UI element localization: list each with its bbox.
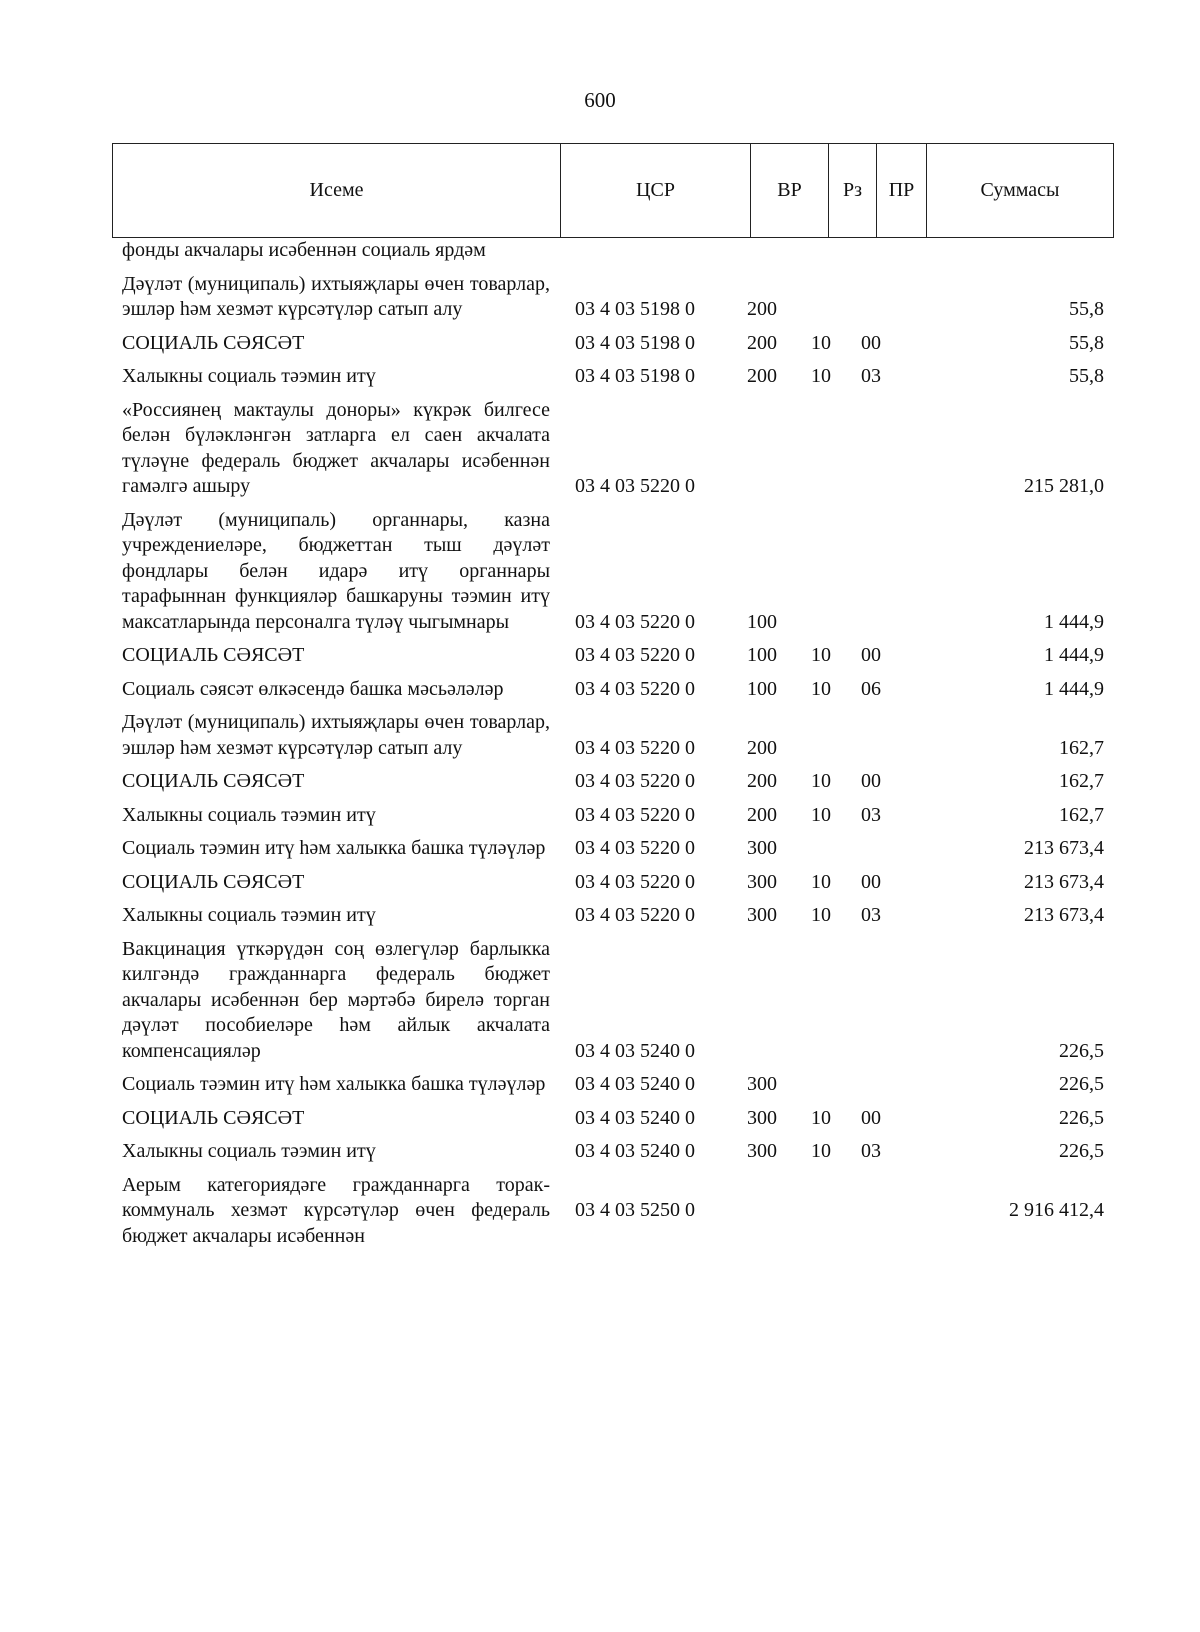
row-name: Халыкны социаль тәэмин итү	[122, 365, 376, 387]
row-pr	[861, 610, 909, 636]
page-number: 600	[584, 88, 616, 112]
row-codes	[725, 769, 909, 795]
table-row	[112, 1072, 1114, 1098]
row-codes	[725, 643, 909, 669]
row-vr: 300	[747, 904, 777, 926]
table-row	[112, 272, 1114, 323]
header-pr: ПР	[877, 144, 927, 237]
header-name: Исеме	[113, 144, 561, 237]
row-rz	[811, 836, 861, 862]
row-pr: 00	[861, 870, 881, 893]
row-codes	[725, 331, 909, 357]
table-row	[112, 1139, 1114, 1165]
row-sum: 1 444,9	[1044, 644, 1104, 666]
table-row	[112, 769, 1114, 795]
row-vr: 100	[747, 644, 777, 666]
row-vr: 200	[747, 331, 777, 354]
header-csr: ЦСР	[561, 144, 751, 237]
row-csr: 03 4 03 5220 0	[575, 904, 695, 926]
row-sum: 213 673,4	[1024, 904, 1104, 926]
row-name: СОЦИАЛЬ СӘЯСӘТ	[122, 331, 305, 354]
row-rz: 10	[811, 803, 831, 826]
table-row	[112, 364, 1114, 390]
row-name: Халыкны социаль тәэмин итү	[122, 803, 376, 826]
table-header	[112, 143, 1114, 238]
row-sum: 55,8	[1069, 365, 1104, 387]
row-name: Дәүләт (муниципаль) ихтыяҗлары өчен товарлар, эшләр һәм хезмәт күрсәтүләр сатып алу	[122, 711, 550, 759]
row-rz: 10	[811, 1140, 831, 1162]
row-vr: 300	[747, 870, 777, 893]
row-codes	[725, 836, 909, 862]
row-csr: 03 4 03 5240 0	[575, 1073, 695, 1095]
row-vr: 100	[747, 677, 777, 700]
row-csr: 03 4 03 5220 0	[575, 770, 695, 792]
row-sum: 213 673,4	[1024, 837, 1104, 859]
row-csr: 03 4 03 5250 0	[575, 1199, 695, 1221]
row-name: СОЦИАЛЬ СӘЯСӘТ	[122, 644, 305, 666]
row-sum: 226,5	[1059, 1106, 1104, 1129]
row-csr: 03 4 03 5240 0	[575, 1140, 695, 1162]
row-name: СОЦИАЛЬ СӘЯСӘТ	[122, 1106, 305, 1129]
table-row	[112, 803, 1114, 829]
row-pr: 00	[861, 331, 881, 354]
row-vr: 300	[747, 1073, 777, 1095]
row-csr: 03 4 03 5198 0	[575, 298, 695, 320]
row-rz: 10	[811, 904, 831, 926]
row-csr: 03 4 03 5240 0	[575, 1039, 695, 1062]
row-csr: 03 4 03 5220 0	[575, 610, 695, 633]
row-sum: 55,8	[1069, 331, 1104, 354]
row-csr: 03 4 03 5220 0	[575, 677, 695, 700]
row-sum: 55,8	[1069, 298, 1104, 320]
table-row	[112, 1106, 1114, 1132]
row-rz: 10	[811, 1106, 831, 1129]
row-codes	[725, 870, 909, 896]
row-vr: 200	[747, 298, 777, 320]
table-row	[112, 903, 1114, 929]
row-vr: 100	[747, 610, 777, 633]
row-sum: 162,7	[1059, 770, 1104, 792]
row-sum: 162,7	[1059, 736, 1104, 759]
row-vr: 200	[747, 365, 777, 387]
row-pr: 03	[861, 1140, 881, 1162]
row-rz	[811, 297, 861, 323]
row-csr: 03 4 03 5220 0	[575, 837, 695, 859]
row-csr: 03 4 03 5220 0	[575, 736, 695, 759]
row-sum: 226,5	[1059, 1039, 1104, 1062]
row-name: Дәүләт (муниципаль) органнары, казна учреждениеләре, бюджеттан тыш дәүләт фондлары белән идарә итү органнары тарафыннан функцияләр башкаруны тәэмин итү максатларында персоналга түләү чыгымнары	[122, 508, 550, 633]
table-row	[112, 710, 1114, 761]
row-codes	[725, 677, 909, 703]
row-codes	[725, 736, 909, 762]
row-codes	[725, 1139, 909, 1165]
table-row	[112, 643, 1114, 669]
table-row	[112, 331, 1114, 357]
row-pr: 03	[861, 803, 881, 826]
row-codes	[725, 364, 909, 390]
row-name: Вакцинация үткәрүдән соң өзлегүләр барлыкка килгәндә гражданнарга федераль бюджет акчалары исәбеннән бер мәртәбә бирелә торган дәүләт пособиеләре һәм айлык акчалата компенсацияләр	[122, 937, 550, 1062]
row-csr: 03 4 03 5198 0	[575, 331, 695, 354]
row-pr: 00	[861, 644, 881, 666]
row-codes	[725, 1106, 909, 1132]
row-rz: 10	[811, 770, 831, 792]
row-pr: 00	[861, 1106, 881, 1129]
row-pr	[861, 736, 909, 762]
row-csr: 03 4 03 5220 0	[575, 803, 695, 826]
row-csr: 03 4 03 5240 0	[575, 1106, 695, 1129]
row-vr: 200	[747, 736, 777, 759]
row-name: Социаль тәэмин итү һәм халыкка башка түләүләр	[122, 1073, 546, 1095]
table-row	[112, 398, 1114, 500]
row-csr: 03 4 03 5220 0	[575, 870, 695, 893]
row-pr	[861, 297, 909, 323]
row-pr: 03	[861, 904, 881, 926]
row-vr: 300	[747, 1140, 777, 1162]
row-pr: 06	[861, 677, 881, 700]
row-csr: 03 4 03 5220 0	[575, 475, 695, 497]
row-pr	[861, 836, 909, 862]
header-vr: ВР	[751, 144, 829, 237]
table-row	[112, 937, 1114, 1065]
row-csr: 03 4 03 5220 0	[575, 644, 695, 666]
row-name: Дәүләт (муниципаль) ихтыяҗлары өчен товарлар, эшләр һәм хезмәт күрсәтүләр сатып алу	[122, 272, 550, 320]
row-pr: 00	[861, 770, 881, 792]
row-name: Халыкны социаль тәэмин итү	[122, 904, 376, 926]
row-sum: 1 444,9	[1044, 677, 1104, 700]
row-name: Халыкны социаль тәэмин итү	[122, 1140, 376, 1162]
row-name: СОЦИАЛЬ СӘЯСӘТ	[122, 770, 305, 792]
row-vr: 200	[747, 803, 777, 826]
row-sum: 162,7	[1059, 803, 1104, 826]
row-name: Социаль тәэмин итү һәм халыкка башка түләүләр	[122, 837, 546, 859]
row-codes	[725, 803, 909, 829]
row-codes	[725, 297, 909, 323]
header-rz: Рз	[829, 144, 877, 237]
row-rz	[811, 610, 861, 636]
row-sum: 226,5	[1059, 1140, 1104, 1162]
row-sum: 1 444,9	[1044, 610, 1104, 633]
row-sum: 215 281,0	[1024, 475, 1104, 497]
row-codes	[725, 1072, 909, 1098]
row-rz: 10	[811, 331, 831, 354]
table-row	[112, 677, 1114, 703]
row-rz: 10	[811, 644, 831, 666]
row-sum: 213 673,4	[1024, 870, 1104, 893]
row-sum: 2 916 412,4	[1009, 1199, 1104, 1221]
row-csr: 03 4 03 5198 0	[575, 365, 695, 387]
row-rz	[811, 1072, 861, 1098]
row-rz: 10	[811, 365, 831, 387]
row-pr	[861, 1072, 909, 1098]
table-row	[112, 1173, 1114, 1250]
row-codes	[725, 903, 909, 929]
row-vr: 200	[747, 770, 777, 792]
row-sum: 226,5	[1059, 1073, 1104, 1095]
row-codes	[725, 610, 909, 636]
row-rz	[811, 736, 861, 762]
row-vr: 300	[747, 837, 777, 859]
row-name: Социаль сәясәт өлкәсендә башка мәсьәләләр	[122, 677, 504, 700]
row-name: СОЦИАЛЬ СӘЯСӘТ	[122, 870, 305, 893]
row-vr: 300	[747, 1106, 777, 1129]
table-row	[112, 508, 1114, 636]
table-row	[112, 836, 1114, 862]
table-row	[112, 870, 1114, 896]
table-body	[112, 238, 1114, 1249]
row-rz: 10	[811, 677, 831, 700]
row-name: фонды акчалары исәбеннән социаль ярдәм	[122, 239, 486, 261]
table-row	[112, 238, 1114, 264]
row-name: Аерым категориядәге гражданнарга торак-коммуналь хезмәт күрсәтүләр өчен федераль бюджет акчалары исәбеннән	[122, 1173, 550, 1247]
row-rz: 10	[811, 870, 831, 893]
row-name: «Россиянең мактаулы доноры» күкрәк билгесе белән бүләкләнгән затларга ел саен акчалата түләүне федераль бюджет акчалары исәбеннән гамәлгә ашыру	[122, 398, 550, 497]
header-sum: Суммасы	[980, 179, 1060, 201]
row-pr: 03	[861, 365, 881, 387]
